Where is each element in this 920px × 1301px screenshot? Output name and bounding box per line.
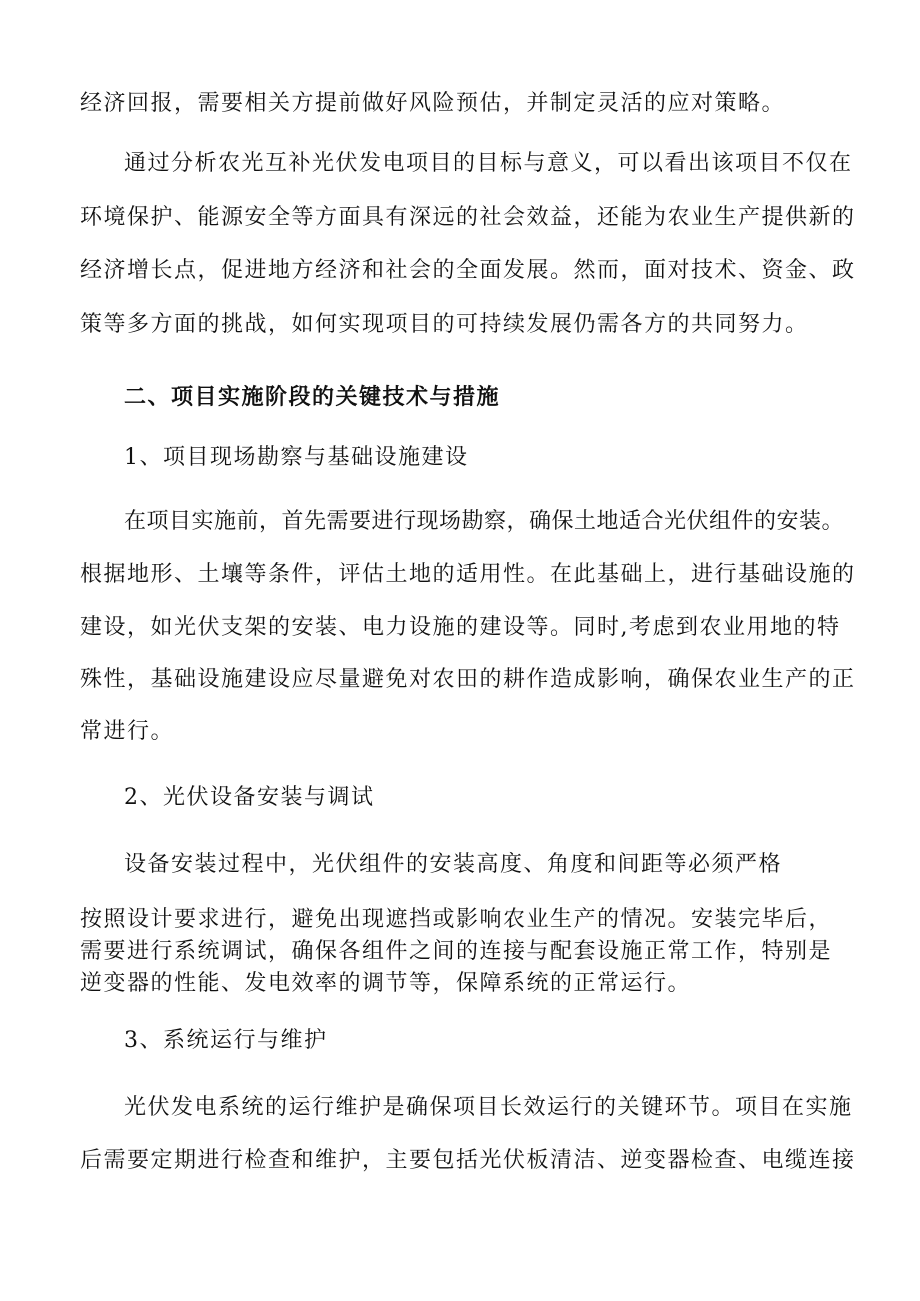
paragraph-line: 环境保护、能源安全等方面具有深远的社会效益，还能为农业生产提供新的 <box>80 205 856 230</box>
paragraph-line: 设备安装过程中，光伏组件的安装高度、角度和间距等必须严格 <box>124 852 783 877</box>
paragraph-line: 常进行。 <box>80 719 175 744</box>
paragraph-line: 殊性，基础设施建设应尽量避免对农田的耕作造成影响，确保农业生产的正 <box>80 667 856 692</box>
paragraph-line: 通过分析农光互补光伏发电项目的目标与意义，可以看出该项目不仅在 <box>124 151 853 176</box>
paragraph-line: 根据地形、土壤等条件，评估土地的适用性。在此基础上，进行基础设施的 <box>80 562 856 587</box>
paragraph-line: 逆变器的性能、发电效率的调节等，保障系统的正常运行。 <box>80 971 692 996</box>
paragraph-line: 经济回报，需要相关方提前做好风险预估，并制定灵活的应对策略。 <box>80 91 786 116</box>
paragraph-line: 后需要定期进行检查和维护，主要包括光伏板清洁、逆变器检查、电缆连接 <box>80 1148 856 1173</box>
paragraph-line: 按照设计要求进行，避免出现遮挡或影响农业生产的情况。安装完毕后， <box>80 907 833 932</box>
subsection-title: 1、项目现场勘察与基础设施建设 <box>124 445 469 470</box>
paragraph-line: 策等多方面的挑战，如何实现项目的可持续发展仍需各方的共同努力。 <box>80 312 809 337</box>
paragraph-line: 需要进行系统调试，确保各组件之间的连接与配套设施正常工作，特别是 <box>80 939 833 964</box>
paragraph-line: 在项目实施前，首先需要进行现场勘察，确保土地适合光伏组件的安装。 <box>124 509 845 534</box>
paragraph-line: 建设，如光伏支架的安装、电力设施的建设等。同时,考虑到农业用地的特 <box>80 615 841 640</box>
section-heading: 二、项目实施阶段的关键技术与措施 <box>124 384 501 410</box>
subsection-title: 3、系统运行与维护 <box>124 1028 328 1053</box>
paragraph-line: 光伏发电系统的运行维护是确保项目长效运行的关键环节。项目在实施 <box>124 1095 853 1120</box>
paragraph-line: 经济增长点，促进地方经济和社会的全面发展。然而，面对技术、资金、政 <box>80 258 856 283</box>
subsection-title: 2、光伏设备安装与调试 <box>124 785 375 810</box>
